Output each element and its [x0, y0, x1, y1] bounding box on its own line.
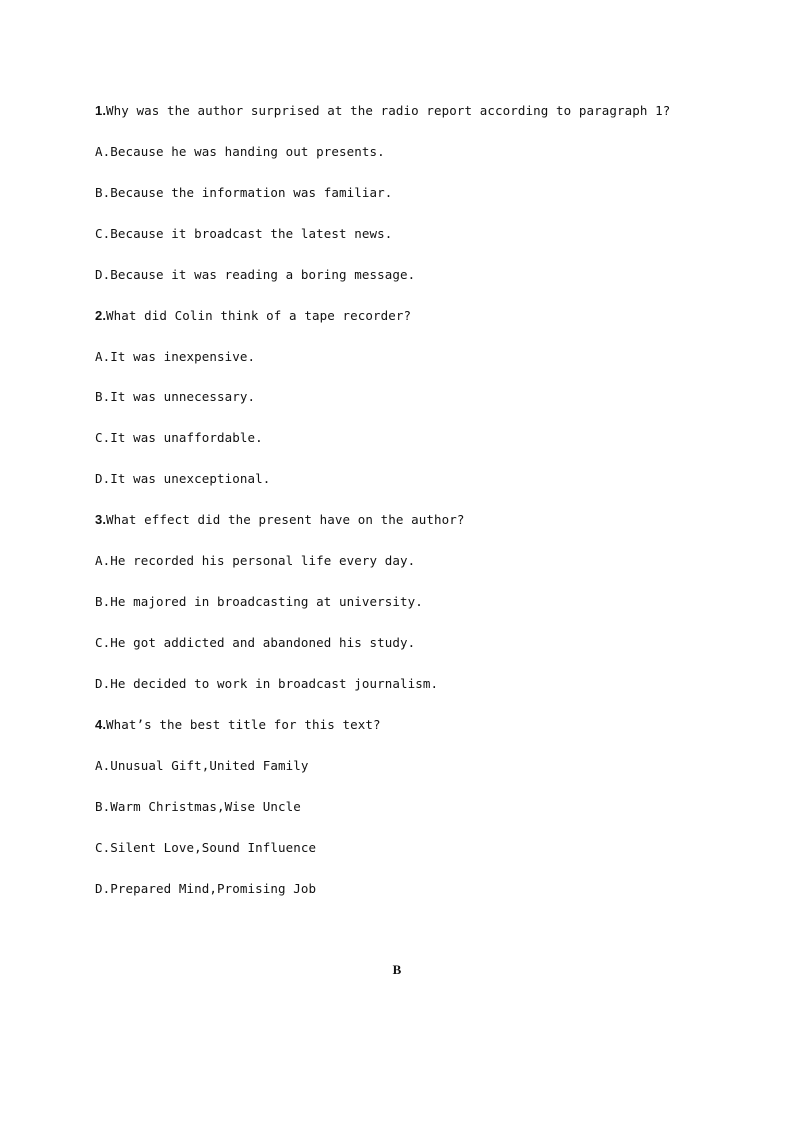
question-2-option-c: C.It was unaffordable.: [95, 430, 263, 445]
question-3-stem: [95, 512, 464, 528]
question-1-text: Why was the author surprised at the radio report according to paragraph 1?: [106, 103, 671, 118]
question-3-number: 3.: [95, 512, 107, 527]
question-1-option-c: C.Because it broadcast the latest news.: [95, 226, 393, 241]
question-2-number: 2.: [95, 308, 107, 323]
question-4-option-a: A.Unusual Gift,United Family: [95, 758, 309, 773]
question-2-text: What did Colin think of a tape recorder?: [106, 308, 412, 323]
question-2-option-a: A.It was inexpensive.: [95, 349, 256, 364]
question-4-option-c: C.Silent Love,Sound Influence: [95, 840, 317, 855]
question-3-option-c: C.He got addicted and abandoned his study.: [95, 635, 416, 650]
question-2-option-d: D.It was unexceptional.: [95, 471, 271, 486]
question-4-stem: [95, 717, 381, 733]
question-1-option-a: A.Because he was handing out presents.: [95, 144, 385, 159]
question-1-stem: [95, 103, 670, 119]
question-4-text: What’s the best title for this text?: [106, 717, 381, 732]
question-2-option-b: B.It was unnecessary.: [95, 389, 256, 404]
question-2-stem: [95, 308, 411, 324]
question-3-option-b: B.He majored in broadcasting at university.: [95, 594, 423, 609]
question-1-option-b: B.Because the information was familiar.: [95, 185, 393, 200]
question-4-option-d: D.Prepared Mind,Promising Job: [95, 881, 317, 896]
question-3-option-a: A.He recorded his personal life every day.: [95, 553, 416, 568]
section-label: B: [392, 962, 402, 977]
question-3-option-d: D.He decided to work in broadcast journalism.: [95, 676, 439, 691]
question-4-option-b: B.Warm Christmas,Wise Uncle: [95, 799, 301, 814]
question-4-number: 4.: [95, 717, 107, 732]
question-1-number: 1.: [95, 103, 107, 118]
question-3-text: What effect did the present have on the author?: [106, 512, 465, 527]
question-1-option-d: D.Because it was reading a boring message.: [95, 267, 416, 282]
